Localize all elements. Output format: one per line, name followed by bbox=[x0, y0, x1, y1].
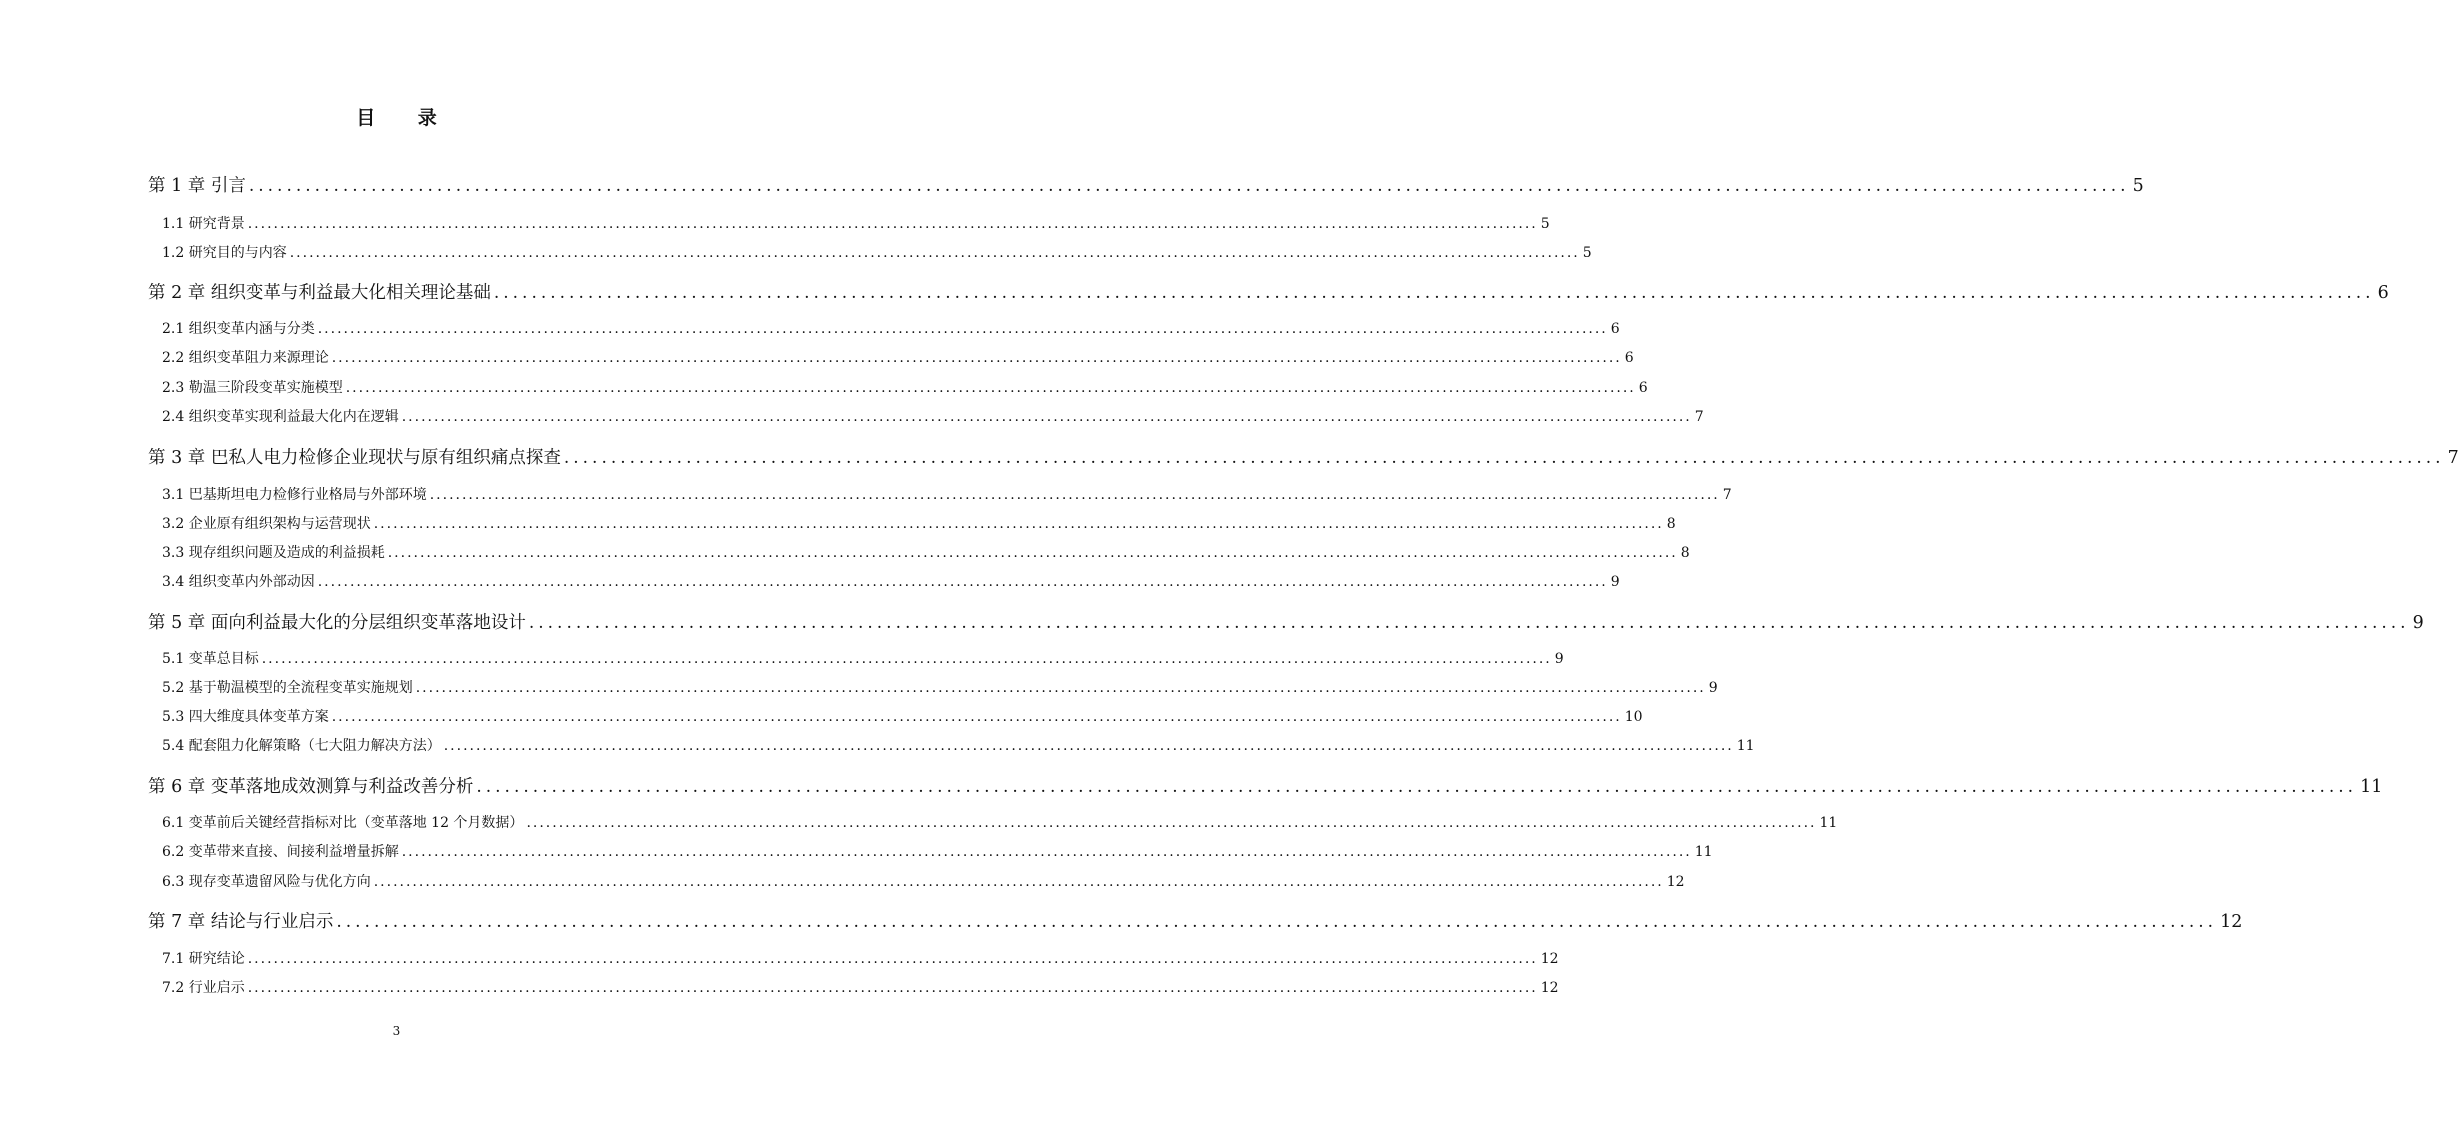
toc-section-entry[interactable] bbox=[162, 812, 1838, 832]
dot-leader: ........................................................................................................................................................................................................ bbox=[415, 680, 1706, 696]
toc-entry-page-number: 5 bbox=[1582, 245, 1592, 261]
dot-leader: ........................................................................................................................................................................................................ bbox=[289, 245, 1580, 261]
toc-entry-label: 第 7 章 结论与行业启示 bbox=[148, 912, 334, 932]
toc-section-entry[interactable] bbox=[162, 513, 1676, 533]
toc-section-entry[interactable] bbox=[162, 948, 1559, 968]
toc-entry-label: 1.1 研究背景 bbox=[162, 216, 245, 232]
toc-section-entry[interactable] bbox=[162, 347, 1634, 367]
toc-entry-label: 2.3 勒温三阶段变革实施模型 bbox=[162, 380, 343, 396]
toc-entry-page-number: 11 bbox=[1694, 844, 1713, 860]
toc-chapter-entry[interactable] bbox=[148, 609, 2424, 634]
toc-entry-page-number: 9 bbox=[1554, 651, 1564, 667]
toc-section-entry[interactable] bbox=[162, 406, 1704, 426]
toc-section-entry[interactable] bbox=[162, 484, 1732, 504]
toc-section-entry[interactable] bbox=[162, 871, 1685, 891]
toc-entry-label: 2.2 组织变革阻力来源理论 bbox=[162, 350, 329, 366]
toc-entry-label: 3.4 组织变革内外部动因 bbox=[162, 574, 315, 590]
toc-entry-page-number: 9 bbox=[1708, 680, 1718, 696]
toc-section-entry[interactable] bbox=[162, 571, 1620, 591]
toc-section-entry[interactable] bbox=[162, 242, 1592, 262]
dot-leader: ........................................................................................................................................................................................................ bbox=[401, 409, 1692, 425]
toc-entry-page-number: 12 bbox=[2220, 912, 2243, 932]
dot-leader: ........................................................................................................................................................................................................ bbox=[331, 350, 1622, 366]
toc-entry-page-number: 11 bbox=[1736, 738, 1755, 754]
toc-entry-label: 7.1 研究结论 bbox=[162, 951, 245, 967]
dot-leader: ........................................................................................................................................................................................................ bbox=[563, 448, 2445, 468]
toc-title: 目 录 bbox=[356, 107, 455, 129]
toc-entry-page-number: 8 bbox=[1680, 545, 1690, 561]
dot-leader: ........................................................................................................................................................................................................ bbox=[493, 283, 2375, 303]
toc-entry-label: 5.2 基于勒温模型的全流程变革实施规划 bbox=[162, 680, 413, 696]
toc-section-entry[interactable] bbox=[162, 706, 1643, 726]
toc-entry-page-number: 5 bbox=[2132, 176, 2144, 196]
dot-leader: ........................................................................................................................................................................................................ bbox=[336, 912, 2218, 932]
toc-chapter-entry[interactable] bbox=[148, 908, 2243, 933]
toc-entry-page-number: 9 bbox=[2412, 613, 2424, 633]
page-number: 3 bbox=[392, 1024, 401, 1038]
toc-entry-label: 1.2 研究目的与内容 bbox=[162, 245, 287, 261]
dot-leader: ........................................................................................................................................................................................................ bbox=[317, 574, 1608, 590]
dot-leader: ........................................................................................................................................................................................................ bbox=[443, 738, 1734, 754]
toc-entry-page-number: 7 bbox=[2447, 448, 2459, 468]
toc-entry-label: 第 3 章 巴私人电力检修企业现状与原有组织痛点探查 bbox=[148, 448, 561, 468]
toc-entry-label: 3.1 巴基斯坦电力检修行业格局与外部环境 bbox=[162, 487, 427, 503]
toc-chapter-entry[interactable] bbox=[148, 773, 2383, 798]
toc-entry-label: 6.2 变革带来直接、间接利益增量拆解 bbox=[162, 844, 399, 860]
dot-leader: ........................................................................................................................................................................................................ bbox=[429, 487, 1720, 503]
toc-entry-page-number: 11 bbox=[2360, 777, 2383, 797]
dot-leader: ........................................................................................................................................................................................................ bbox=[526, 815, 1817, 831]
toc-section-entry[interactable] bbox=[162, 377, 1648, 397]
toc-entry-page-number: 6 bbox=[1638, 380, 1648, 396]
toc-section-entry[interactable] bbox=[162, 735, 1755, 755]
dot-leader: ........................................................................................................................................................................................................ bbox=[401, 844, 1692, 860]
toc-entry-page-number: 12 bbox=[1540, 980, 1559, 996]
toc-entry-page-number: 11 bbox=[1819, 815, 1838, 831]
toc-entry-label: 5.1 变革总目标 bbox=[162, 651, 259, 667]
toc-entry-page-number: 12 bbox=[1666, 874, 1685, 890]
dot-leader: ........................................................................................................................................................................................................ bbox=[528, 613, 2410, 633]
toc-entry-label: 6.1 变革前后关键经营指标对比（变革落地 12 个月数据） bbox=[162, 815, 524, 831]
toc-section-entry[interactable] bbox=[162, 542, 1690, 562]
dot-leader: ........................................................................................................................................................................................................ bbox=[247, 951, 1538, 967]
toc-section-entry[interactable] bbox=[162, 841, 1713, 861]
toc-entry-page-number: 6 bbox=[1624, 350, 1634, 366]
toc-entry-label: 5.4 配套阻力化解策略（七大阻力解决方法） bbox=[162, 738, 441, 754]
toc-entry-label: 3.2 企业原有组织架构与运营现状 bbox=[162, 516, 371, 532]
toc-entry-page-number: 6 bbox=[2377, 283, 2389, 303]
toc-entry-label: 5.3 四大维度具体变革方案 bbox=[162, 709, 329, 725]
toc-entry-label: 2.4 组织变革实现利益最大化内在逻辑 bbox=[162, 409, 399, 425]
dot-leader: ........................................................................................................................................................................................................ bbox=[248, 176, 2130, 196]
dot-leader: ........................................................................................................................................................................................................ bbox=[261, 651, 1552, 667]
dot-leader: ........................................................................................................................................................................................................ bbox=[331, 709, 1622, 725]
toc-entry-label: 3.3 现存组织问题及造成的利益损耗 bbox=[162, 545, 385, 561]
toc-entry-label: 第 2 章 组织变革与利益最大化相关理论基础 bbox=[148, 283, 491, 303]
toc-entry-page-number: 6 bbox=[1610, 321, 1620, 337]
toc-entry-page-number: 12 bbox=[1540, 951, 1559, 967]
toc-chapter-entry[interactable] bbox=[148, 172, 2144, 197]
toc-entry-label: 第 5 章 面向利益最大化的分层组织变革落地设计 bbox=[148, 613, 526, 633]
toc-section-entry[interactable] bbox=[162, 977, 1559, 997]
toc-entry-label: 第 6 章 变革落地成效测算与利益改善分析 bbox=[148, 777, 474, 797]
dot-leader: ........................................................................................................................................................................................................ bbox=[247, 980, 1538, 996]
toc-entry-page-number: 10 bbox=[1624, 709, 1643, 725]
toc-entry-page-number: 5 bbox=[1540, 216, 1550, 232]
dot-leader: ........................................................................................................................................................................................................ bbox=[373, 516, 1664, 532]
toc-section-entry[interactable] bbox=[162, 648, 1564, 668]
toc-entry-page-number: 7 bbox=[1722, 487, 1732, 503]
toc-entry-label: 6.3 现存变革遗留风险与优化方向 bbox=[162, 874, 371, 890]
toc-entry-label: 第 1 章 引言 bbox=[148, 176, 246, 196]
dot-leader: ........................................................................................................................................................................................................ bbox=[373, 874, 1664, 890]
toc-entry-page-number: 8 bbox=[1666, 516, 1676, 532]
dot-leader: ........................................................................................................................................................................................................ bbox=[345, 380, 1636, 396]
dot-leader: ........................................................................................................................................................................................................ bbox=[476, 777, 2358, 797]
toc-chapter-entry[interactable] bbox=[148, 279, 2389, 304]
toc-entry-label: 2.1 组织变革内涵与分类 bbox=[162, 321, 315, 337]
toc-entry-page-number: 7 bbox=[1694, 409, 1704, 425]
toc-section-entry[interactable] bbox=[162, 213, 1550, 233]
dot-leader: ........................................................................................................................................................................................................ bbox=[247, 216, 1538, 232]
toc-chapter-entry[interactable] bbox=[148, 444, 2459, 469]
toc-entry-page-number: 9 bbox=[1610, 574, 1620, 590]
dot-leader: ........................................................................................................................................................................................................ bbox=[317, 321, 1608, 337]
toc-section-entry[interactable] bbox=[162, 318, 1620, 338]
dot-leader: ........................................................................................................................................................................................................ bbox=[387, 545, 1678, 561]
toc-section-entry[interactable] bbox=[162, 677, 1718, 697]
toc-entry-label: 7.2 行业启示 bbox=[162, 980, 245, 996]
